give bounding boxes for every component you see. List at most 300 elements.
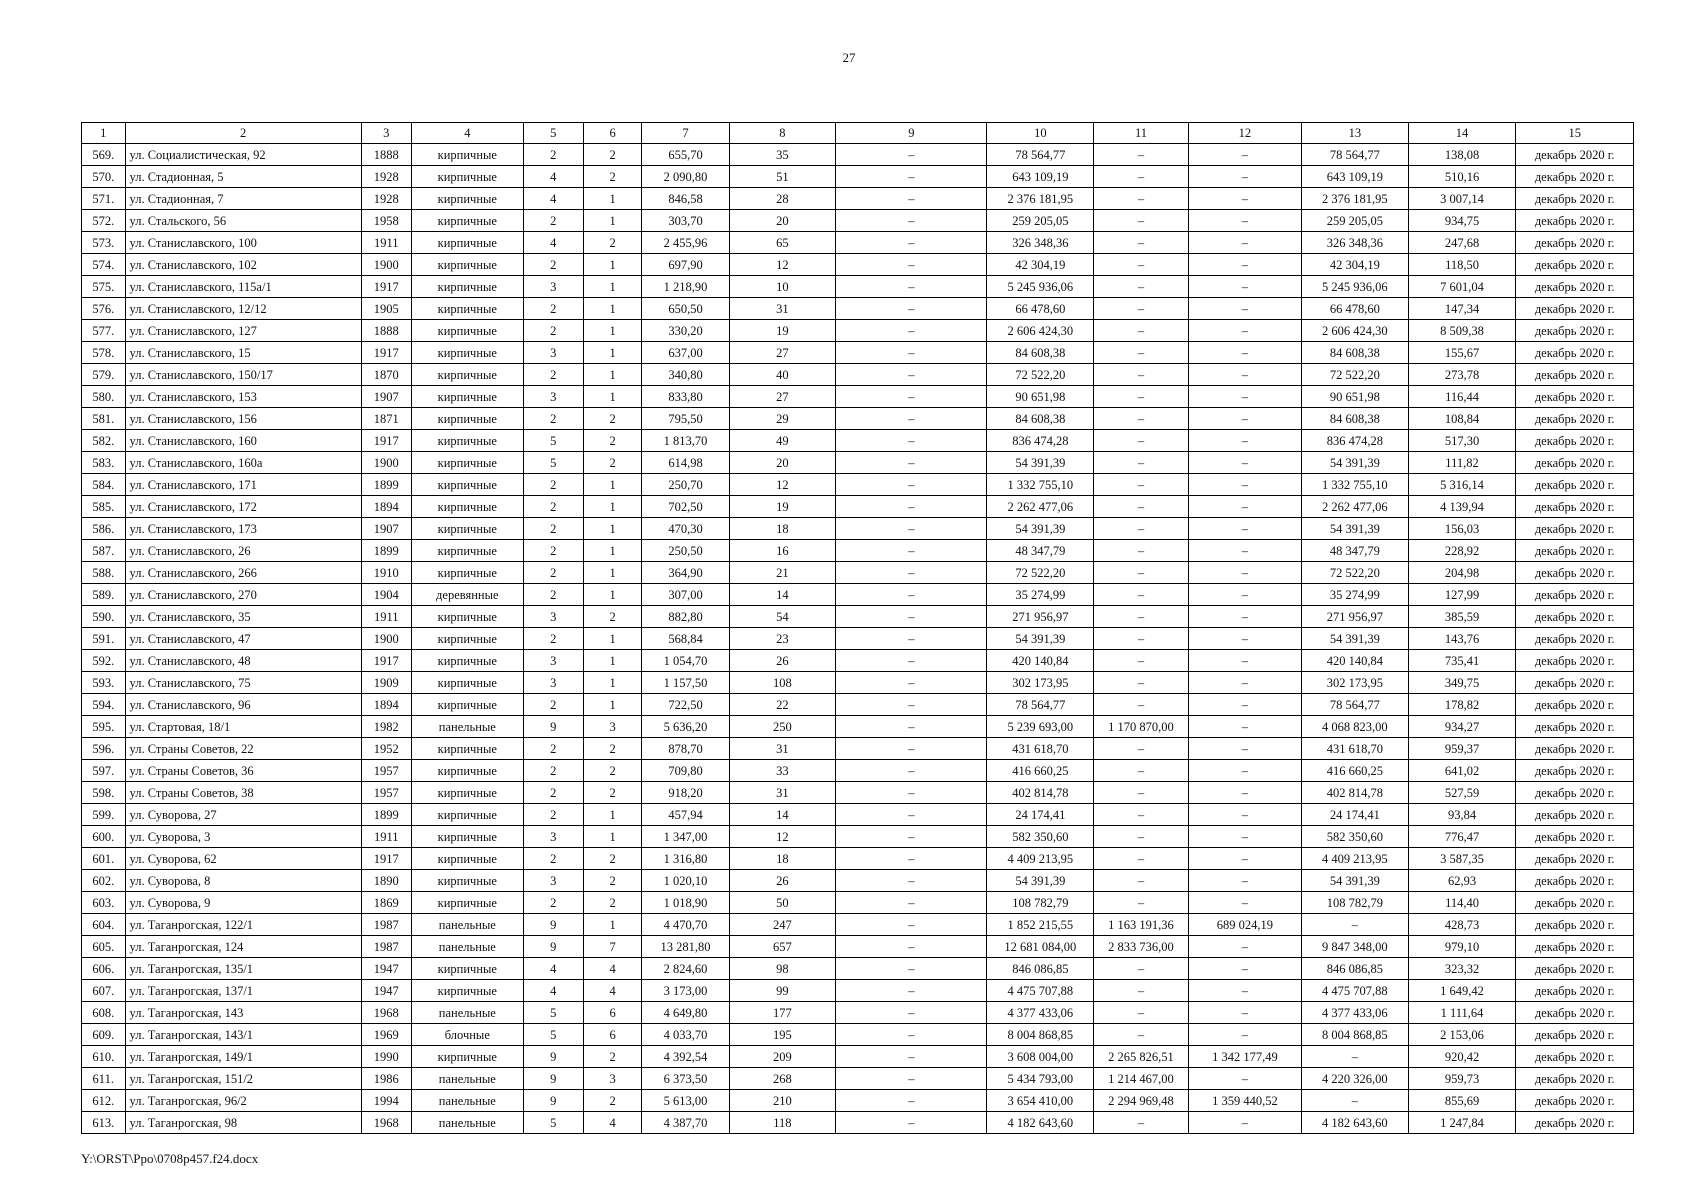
table-cell-col-12: –: [1188, 276, 1301, 298]
table-row: [82, 386, 1634, 408]
table-cell-col-5: 2: [523, 694, 583, 716]
table-cell-col-14: 127,99: [1408, 584, 1516, 606]
table-cell-col-1: 595.: [82, 716, 126, 738]
table-cell-col-2: ул. Суворова, 62: [125, 848, 361, 870]
table-cell-col-7: 795,50: [642, 408, 729, 430]
table-cell-col-5: 9: [523, 914, 583, 936]
column-header-1: 1: [82, 123, 126, 144]
table-cell-col-12: –: [1188, 254, 1301, 276]
table-cell-col-14: 3 007,14: [1408, 188, 1516, 210]
table-cell-col-9: –: [836, 1046, 987, 1068]
table-cell-col-14: 959,73: [1408, 1068, 1516, 1090]
table-cell-col-8: 18: [729, 848, 836, 870]
table-cell-col-10: 72 522,20: [987, 562, 1094, 584]
table-cell-col-8: 195: [729, 1024, 836, 1046]
table-row: [82, 1002, 1634, 1024]
table-cell-col-4: кирпичные: [411, 694, 523, 716]
table-cell-col-1: 608.: [82, 1002, 126, 1024]
table-cell-col-11: –: [1094, 694, 1189, 716]
table-cell-col-3: 1968: [361, 1112, 411, 1134]
table-cell-col-2: ул. Станиславского, 115а/1: [125, 276, 361, 298]
table-cell-col-6: 1: [583, 562, 642, 584]
table-cell-col-4: кирпичные: [411, 540, 523, 562]
table-cell-col-12: –: [1188, 672, 1301, 694]
table-cell-col-8: 250: [729, 716, 836, 738]
table-cell-col-15: декабрь 2020 г.: [1516, 628, 1634, 650]
table-cell-col-3: 1899: [361, 474, 411, 496]
table-cell-col-6: 1: [583, 804, 642, 826]
table-cell-col-2: ул. Суворова, 8: [125, 870, 361, 892]
table-cell-col-1: 592.: [82, 650, 126, 672]
table-cell-col-11: –: [1094, 804, 1189, 826]
table-cell-col-2: ул. Станиславского, 266: [125, 562, 361, 584]
table-cell-col-9: –: [836, 848, 987, 870]
table-row: [82, 496, 1634, 518]
table-cell-col-4: панельные: [411, 914, 523, 936]
table-cell-col-8: 12: [729, 474, 836, 496]
table-cell-col-14: 1 247,84: [1408, 1112, 1516, 1134]
table-cell-col-12: –: [1188, 1002, 1301, 1024]
table-row: [82, 1112, 1634, 1134]
table-cell-col-11: –: [1094, 738, 1189, 760]
table-cell-col-6: 1: [583, 628, 642, 650]
table-cell-col-6: 2: [583, 430, 642, 452]
table-cell-col-10: 90 651,98: [987, 386, 1094, 408]
table-cell-col-11: –: [1094, 166, 1189, 188]
table-cell-col-2: ул. Станиславского, 26: [125, 540, 361, 562]
table-cell-col-5: 9: [523, 716, 583, 738]
table-cell-col-5: 2: [523, 496, 583, 518]
table-cell-col-7: 697,90: [642, 254, 729, 276]
table-cell-col-11: –: [1094, 474, 1189, 496]
table-cell-col-15: декабрь 2020 г.: [1516, 1046, 1634, 1068]
table-cell-col-11: 2 294 969,48: [1094, 1090, 1189, 1112]
table-cell-col-14: 349,75: [1408, 672, 1516, 694]
table-cell-col-8: 28: [729, 188, 836, 210]
column-header-12: 12: [1188, 123, 1301, 144]
table-cell-col-12: 1 342 177,49: [1188, 1046, 1301, 1068]
table-cell-col-3: 1917: [361, 848, 411, 870]
table-cell-col-13: 84 608,38: [1302, 408, 1409, 430]
table-cell-col-1: 591.: [82, 628, 126, 650]
table-cell-col-13: 4 068 823,00: [1302, 716, 1409, 738]
table-cell-col-8: 65: [729, 232, 836, 254]
table-cell-col-14: 147,34: [1408, 298, 1516, 320]
table-cell-col-15: декабрь 2020 г.: [1516, 474, 1634, 496]
table-row: [82, 1024, 1634, 1046]
table-cell-col-5: 2: [523, 892, 583, 914]
table-cell-col-9: –: [836, 936, 987, 958]
table-cell-col-7: 1 813,70: [642, 430, 729, 452]
table-cell-col-1: 585.: [82, 496, 126, 518]
table-cell-col-9: –: [836, 584, 987, 606]
table-cell-col-5: 9: [523, 936, 583, 958]
table-cell-col-13: 402 814,78: [1302, 782, 1409, 804]
table-cell-col-15: декабрь 2020 г.: [1516, 452, 1634, 474]
table-cell-col-11: 1 163 191,36: [1094, 914, 1189, 936]
table-cell-col-2: ул. Станиславского, 48: [125, 650, 361, 672]
table-cell-col-5: 3: [523, 342, 583, 364]
table-cell-col-8: 26: [729, 650, 836, 672]
table-cell-col-15: декабрь 2020 г.: [1516, 254, 1634, 276]
table-cell-col-15: декабрь 2020 г.: [1516, 298, 1634, 320]
table-cell-col-5: 3: [523, 606, 583, 628]
table-cell-col-1: 601.: [82, 848, 126, 870]
table-cell-col-4: кирпичные: [411, 782, 523, 804]
housing-registry-table: [81, 122, 1634, 1134]
table-cell-col-3: 1904: [361, 584, 411, 606]
table-cell-col-5: 3: [523, 276, 583, 298]
table-cell-col-1: 578.: [82, 342, 126, 364]
table-cell-col-2: ул. Станиславского, 153: [125, 386, 361, 408]
table-cell-col-6: 7: [583, 936, 642, 958]
table-cell-col-12: –: [1188, 826, 1301, 848]
table-body: [82, 144, 1634, 1134]
table-cell-col-14: 5 316,14: [1408, 474, 1516, 496]
table-cell-col-10: 48 347,79: [987, 540, 1094, 562]
table-cell-col-2: ул. Страны Советов, 38: [125, 782, 361, 804]
table-cell-col-1: 589.: [82, 584, 126, 606]
table-cell-col-4: кирпичные: [411, 386, 523, 408]
table-cell-col-15: декабрь 2020 г.: [1516, 716, 1634, 738]
table-cell-col-9: –: [836, 1002, 987, 1024]
table-cell-col-9: –: [836, 144, 987, 166]
table-cell-col-11: –: [1094, 760, 1189, 782]
table-cell-col-1: 599.: [82, 804, 126, 826]
table-cell-col-2: ул. Социалистическая, 92: [125, 144, 361, 166]
table-cell-col-2: ул. Стартовая, 18/1: [125, 716, 361, 738]
table-cell-col-14: 111,82: [1408, 452, 1516, 474]
table-row: [82, 144, 1634, 166]
table-cell-col-9: –: [836, 496, 987, 518]
table-cell-col-11: –: [1094, 144, 1189, 166]
table-cell-col-5: 2: [523, 210, 583, 232]
table-cell-col-1: 575.: [82, 276, 126, 298]
table-cell-col-5: 2: [523, 848, 583, 870]
table-cell-col-9: –: [836, 408, 987, 430]
table-cell-col-11: –: [1094, 782, 1189, 804]
table-cell-col-2: ул. Таганрогская, 137/1: [125, 980, 361, 1002]
column-header-15: 15: [1516, 123, 1634, 144]
table-cell-col-5: 5: [523, 1024, 583, 1046]
table-cell-col-8: 31: [729, 298, 836, 320]
table-cell-col-15: декабрь 2020 г.: [1516, 1024, 1634, 1046]
table-cell-col-13: 431 618,70: [1302, 738, 1409, 760]
table-cell-col-15: декабрь 2020 г.: [1516, 276, 1634, 298]
table-cell-col-4: кирпичные: [411, 474, 523, 496]
table-cell-col-12: –: [1188, 364, 1301, 386]
table-cell-col-14: 156,03: [1408, 518, 1516, 540]
table-cell-col-15: декабрь 2020 г.: [1516, 958, 1634, 980]
table-cell-col-3: 1870: [361, 364, 411, 386]
table-cell-col-10: 302 173,95: [987, 672, 1094, 694]
table-cell-col-9: –: [836, 298, 987, 320]
table-cell-col-8: 29: [729, 408, 836, 430]
table-cell-col-4: панельные: [411, 716, 523, 738]
table-cell-col-4: кирпичные: [411, 870, 523, 892]
table-cell-col-3: 1952: [361, 738, 411, 760]
table-cell-col-9: –: [836, 914, 987, 936]
table-cell-col-10: 582 350,60: [987, 826, 1094, 848]
table-cell-col-12: –: [1188, 782, 1301, 804]
table-cell-col-3: 1890: [361, 870, 411, 892]
table-cell-col-3: 1986: [361, 1068, 411, 1090]
table-row: [82, 936, 1634, 958]
table-row: [82, 320, 1634, 342]
table-cell-col-7: 882,80: [642, 606, 729, 628]
table-cell-col-6: 1: [583, 584, 642, 606]
table-cell-col-3: 1907: [361, 386, 411, 408]
table-cell-col-13: 72 522,20: [1302, 562, 1409, 584]
table-cell-col-1: 611.: [82, 1068, 126, 1090]
table-cell-col-12: –: [1188, 408, 1301, 430]
table-cell-col-4: кирпичные: [411, 738, 523, 760]
table-cell-col-15: декабрь 2020 г.: [1516, 826, 1634, 848]
table-cell-col-3: 1900: [361, 628, 411, 650]
table-cell-col-10: 5 434 793,00: [987, 1068, 1094, 1090]
table-cell-col-13: 302 173,95: [1302, 672, 1409, 694]
table-cell-col-12: –: [1188, 496, 1301, 518]
table-cell-col-1: 613.: [82, 1112, 126, 1134]
table-cell-col-3: 1869: [361, 892, 411, 914]
table-cell-col-13: 54 391,39: [1302, 628, 1409, 650]
table-cell-col-7: 4 649,80: [642, 1002, 729, 1024]
table-cell-col-9: –: [836, 716, 987, 738]
table-cell-col-10: 416 660,25: [987, 760, 1094, 782]
table-cell-col-14: 114,40: [1408, 892, 1516, 914]
table-cell-col-13: 416 660,25: [1302, 760, 1409, 782]
table-cell-col-4: кирпичные: [411, 430, 523, 452]
table-cell-col-4: кирпичные: [411, 1046, 523, 1068]
table-cell-col-15: декабрь 2020 г.: [1516, 210, 1634, 232]
table-cell-col-3: 1894: [361, 496, 411, 518]
table-cell-col-1: 593.: [82, 672, 126, 694]
table-cell-col-7: 1 054,70: [642, 650, 729, 672]
table-cell-col-12: –: [1188, 980, 1301, 1002]
table-cell-col-10: 54 391,39: [987, 628, 1094, 650]
column-header-8: 8: [729, 123, 836, 144]
table-cell-col-6: 1: [583, 914, 642, 936]
table-cell-col-10: 1 852 215,55: [987, 914, 1094, 936]
table-cell-col-3: 1987: [361, 936, 411, 958]
table-cell-col-8: 12: [729, 826, 836, 848]
table-cell-col-9: –: [836, 628, 987, 650]
table-cell-col-1: 577.: [82, 320, 126, 342]
table-cell-col-11: –: [1094, 408, 1189, 430]
table-cell-col-7: 878,70: [642, 738, 729, 760]
table-cell-col-2: ул. Таганрогская, 98: [125, 1112, 361, 1134]
table-cell-col-8: 31: [729, 738, 836, 760]
table-row: [82, 694, 1634, 716]
table-cell-col-7: 833,80: [642, 386, 729, 408]
table-cell-col-15: декабрь 2020 г.: [1516, 232, 1634, 254]
table-cell-col-5: 3: [523, 386, 583, 408]
table-cell-col-12: –: [1188, 144, 1301, 166]
table-cell-col-12: –: [1188, 342, 1301, 364]
table-cell-col-11: –: [1094, 430, 1189, 452]
table-cell-col-6: 2: [583, 606, 642, 628]
table-cell-col-8: 98: [729, 958, 836, 980]
table-cell-col-9: –: [836, 738, 987, 760]
table-cell-col-5: 2: [523, 760, 583, 782]
table-cell-col-4: кирпичные: [411, 628, 523, 650]
table-cell-col-10: 1 332 755,10: [987, 474, 1094, 496]
table-cell-col-5: 2: [523, 298, 583, 320]
table-cell-col-3: 1911: [361, 232, 411, 254]
table-cell-col-14: 1 111,64: [1408, 1002, 1516, 1024]
column-header-5: 5: [523, 123, 583, 144]
table-cell-col-5: 2: [523, 782, 583, 804]
table-cell-col-13: 78 564,77: [1302, 144, 1409, 166]
table-cell-col-6: 1: [583, 518, 642, 540]
table-cell-col-15: декабрь 2020 г.: [1516, 562, 1634, 584]
table-cell-col-6: 1: [583, 298, 642, 320]
table-cell-col-12: –: [1188, 474, 1301, 496]
table-cell-col-11: –: [1094, 980, 1189, 1002]
table-cell-col-9: –: [836, 540, 987, 562]
table-cell-col-8: 10: [729, 276, 836, 298]
table-cell-col-15: декабрь 2020 г.: [1516, 342, 1634, 364]
table-cell-col-10: 420 140,84: [987, 650, 1094, 672]
table-cell-col-12: 689 024,19: [1188, 914, 1301, 936]
table-cell-col-13: 66 478,60: [1302, 298, 1409, 320]
table-cell-col-5: 2: [523, 408, 583, 430]
table-cell-col-8: 99: [729, 980, 836, 1002]
table-row: [82, 1090, 1634, 1112]
table-cell-col-11: –: [1094, 496, 1189, 518]
table-cell-col-6: 6: [583, 1024, 642, 1046]
table-cell-col-11: –: [1094, 1024, 1189, 1046]
table-cell-col-7: 722,50: [642, 694, 729, 716]
table-cell-col-6: 2: [583, 452, 642, 474]
table-cell-col-8: 14: [729, 804, 836, 826]
table-row: [82, 914, 1634, 936]
table-cell-col-12: –: [1188, 804, 1301, 826]
table-cell-col-14: 7 601,04: [1408, 276, 1516, 298]
table-cell-col-6: 2: [583, 760, 642, 782]
table-cell-col-10: 4 182 643,60: [987, 1112, 1094, 1134]
table-cell-col-11: –: [1094, 584, 1189, 606]
table-cell-col-14: 138,08: [1408, 144, 1516, 166]
column-header-7: 7: [642, 123, 729, 144]
table-cell-col-8: 177: [729, 1002, 836, 1024]
table-cell-col-5: 2: [523, 320, 583, 342]
table-cell-col-4: кирпичные: [411, 320, 523, 342]
table-cell-col-8: 18: [729, 518, 836, 540]
table-cell-col-12: –: [1188, 232, 1301, 254]
table-cell-col-2: ул. Страны Советов, 22: [125, 738, 361, 760]
table-cell-col-7: 457,94: [642, 804, 729, 826]
table-cell-col-12: –: [1188, 892, 1301, 914]
table-cell-col-7: 6 373,50: [642, 1068, 729, 1090]
table-cell-col-13: 84 608,38: [1302, 342, 1409, 364]
table-cell-col-13: 2 376 181,95: [1302, 188, 1409, 210]
table-cell-col-4: кирпичные: [411, 826, 523, 848]
table-cell-col-14: 776,47: [1408, 826, 1516, 848]
table-cell-col-9: –: [836, 452, 987, 474]
table-cell-col-10: 72 522,20: [987, 364, 1094, 386]
table-cell-col-10: 8 004 868,85: [987, 1024, 1094, 1046]
table-cell-col-15: декабрь 2020 г.: [1516, 320, 1634, 342]
table-cell-col-2: ул. Таганрогская, 143/1: [125, 1024, 361, 1046]
table-cell-col-13: 78 564,77: [1302, 694, 1409, 716]
table-cell-col-6: 1: [583, 826, 642, 848]
table-cell-col-2: ул. Станиславского, 127: [125, 320, 361, 342]
table-cell-col-8: 51: [729, 166, 836, 188]
table-row: [82, 232, 1634, 254]
table-cell-col-5: 2: [523, 738, 583, 760]
table-cell-col-8: 27: [729, 342, 836, 364]
table-cell-col-13: 846 086,85: [1302, 958, 1409, 980]
table-cell-col-1: 580.: [82, 386, 126, 408]
table-cell-col-7: 702,50: [642, 496, 729, 518]
table-cell-col-11: –: [1094, 232, 1189, 254]
table-cell-col-13: 1 332 755,10: [1302, 474, 1409, 496]
table-cell-col-5: 2: [523, 628, 583, 650]
table-cell-col-1: 570.: [82, 166, 126, 188]
table-row: [82, 650, 1634, 672]
table-cell-col-14: 920,42: [1408, 1046, 1516, 1068]
table-cell-col-7: 655,70: [642, 144, 729, 166]
table-cell-col-13: 4 377 433,06: [1302, 1002, 1409, 1024]
table-cell-col-3: 1899: [361, 540, 411, 562]
table-cell-col-12: –: [1188, 628, 1301, 650]
table-cell-col-9: –: [836, 870, 987, 892]
table-cell-col-1: 598.: [82, 782, 126, 804]
table-cell-col-11: –: [1094, 650, 1189, 672]
table-cell-col-2: ул. Стадионная, 7: [125, 188, 361, 210]
table-cell-col-10: 42 304,19: [987, 254, 1094, 276]
table-cell-col-13: 108 782,79: [1302, 892, 1409, 914]
table-cell-col-11: –: [1094, 518, 1189, 540]
table-cell-col-4: кирпичные: [411, 980, 523, 1002]
table-cell-col-13: 259 205,05: [1302, 210, 1409, 232]
table-cell-col-15: декабрь 2020 г.: [1516, 848, 1634, 870]
table-cell-col-7: 1 157,50: [642, 672, 729, 694]
table-row: [82, 826, 1634, 848]
table-cell-col-1: 576.: [82, 298, 126, 320]
table-cell-col-2: ул. Таганрогская, 122/1: [125, 914, 361, 936]
table-cell-col-8: 26: [729, 870, 836, 892]
table-cell-col-1: 590.: [82, 606, 126, 628]
table-cell-col-5: 4: [523, 980, 583, 1002]
table-cell-col-13: 643 109,19: [1302, 166, 1409, 188]
table-cell-col-14: 2 153,06: [1408, 1024, 1516, 1046]
table-cell-col-4: кирпичные: [411, 892, 523, 914]
table-cell-col-1: 584.: [82, 474, 126, 496]
table-cell-col-12: –: [1188, 518, 1301, 540]
table-cell-col-1: 579.: [82, 364, 126, 386]
table-cell-col-4: панельные: [411, 1002, 523, 1024]
table-row: [82, 628, 1634, 650]
table-cell-col-2: ул. Станиславского, 47: [125, 628, 361, 650]
table-cell-col-8: 35: [729, 144, 836, 166]
table-row: [82, 474, 1634, 496]
table-cell-col-15: декабрь 2020 г.: [1516, 430, 1634, 452]
table-cell-col-2: ул. Станиславского, 160а: [125, 452, 361, 474]
table-cell-col-5: 2: [523, 518, 583, 540]
table-cell-col-5: 5: [523, 452, 583, 474]
table-cell-col-3: 1957: [361, 760, 411, 782]
table-cell-col-9: –: [836, 782, 987, 804]
table-cell-col-10: 78 564,77: [987, 144, 1094, 166]
table-cell-col-1: 572.: [82, 210, 126, 232]
table-cell-col-15: декабрь 2020 г.: [1516, 980, 1634, 1002]
table-row: [82, 760, 1634, 782]
table-cell-col-9: –: [836, 430, 987, 452]
table-cell-col-2: ул. Станиславского, 96: [125, 694, 361, 716]
table-cell-col-11: –: [1094, 210, 1189, 232]
